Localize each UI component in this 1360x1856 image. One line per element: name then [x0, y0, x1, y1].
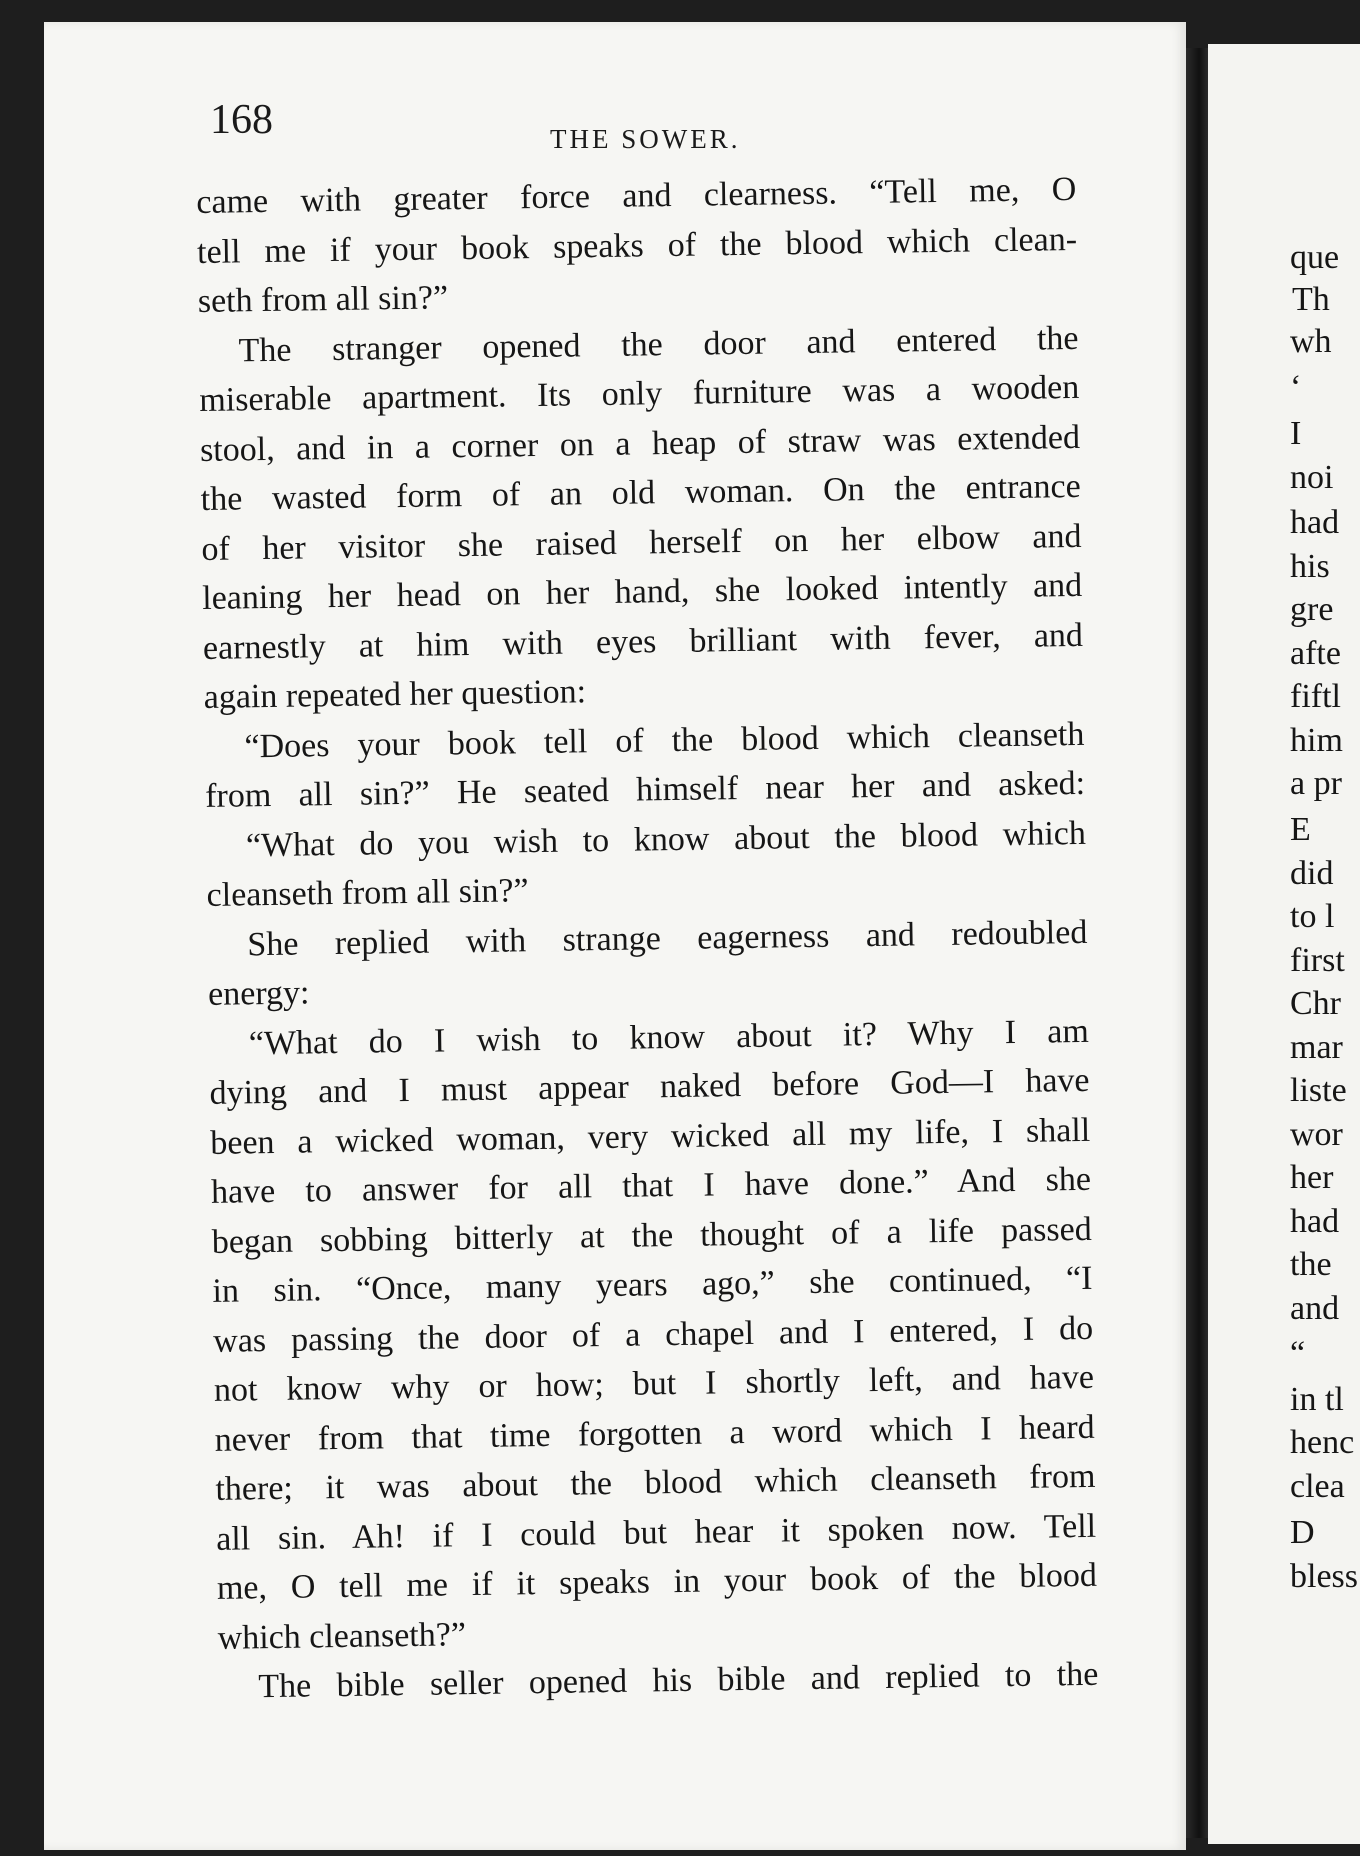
right-page-fragment: E	[1290, 811, 1311, 848]
text-line: the wasted form of an old woman. On the entrance	[200, 467, 1081, 518]
text-line: seth from all sin?”	[197, 279, 449, 320]
right-page-fragment: noi	[1290, 459, 1334, 496]
text-line: tell me if your book speaks of the blood which clean-	[196, 220, 1078, 271]
text-line: leaning her head on her hand, she looked intently and	[201, 566, 1083, 617]
text-line: from all sin?” He seated himself near her and asked:	[204, 764, 1086, 815]
right-page-fragment: him	[1290, 722, 1343, 759]
right-page-fragment: afte	[1290, 635, 1341, 672]
text-line: earnestly at him with eyes brilliant with fever, and	[202, 616, 1084, 667]
text-line: never from that time forgotten a word which I heard	[214, 1408, 1095, 1459]
right-page-fragment: his	[1290, 548, 1330, 585]
text-line: of her visitor she raised herself on her elbow and	[201, 517, 1082, 568]
right-page-fragment: first	[1290, 942, 1345, 979]
text-line: in sin. “Once, many years ago,” she continued, “I	[212, 1259, 1093, 1310]
right-page	[1208, 44, 1360, 1844]
text-line: miserable apartment. Its only furniture was a wooden	[199, 368, 1080, 419]
text-line: which cleanseth?”	[217, 1615, 467, 1657]
right-page-fragment: the	[1290, 1246, 1332, 1283]
text-line: “Does your book tell of the blood which cleanseth	[244, 715, 1085, 765]
text-line: have to answer for all that I have done.” And she	[210, 1160, 1092, 1211]
text-line: “What do you wish to know about the blood which	[245, 814, 1087, 864]
text-line: The bible seller opened his bible and replied to the	[258, 1655, 1099, 1706]
right-page-fragment: que	[1290, 239, 1340, 276]
right-page-fragment: in tl	[1290, 1381, 1344, 1418]
text-line: She replied with strange eagerness and redoubled	[247, 913, 1088, 963]
text-line: there; it was about the blood which cleanseth from	[215, 1457, 1096, 1508]
running-head: THE SOWER.	[550, 124, 741, 154]
text-line: cleanseth from all sin?”	[206, 872, 529, 914]
right-page-fragment: liste	[1290, 1072, 1347, 1109]
right-page-fragment: “	[1290, 1335, 1306, 1372]
right-page-fragment: had	[1290, 1203, 1340, 1240]
text-line: energy:	[207, 974, 310, 1013]
text-line: came with greater force and clearness. “Tell me, O	[196, 170, 1077, 221]
text-line: dying and I must appear naked before God—I have	[209, 1061, 1090, 1112]
right-page-fragment: henc	[1290, 1424, 1355, 1461]
right-page-fragment: Chr	[1290, 985, 1341, 1022]
right-page-fragment: a pr	[1290, 765, 1342, 802]
right-page-fragment: gre	[1290, 591, 1334, 628]
right-page-fragment: and	[1290, 1290, 1340, 1327]
text-line: was passing the door of a chapel and I entered, I do	[212, 1309, 1094, 1360]
right-page-fragment: her	[1290, 1159, 1334, 1196]
right-page-fragment: bless	[1290, 1558, 1358, 1595]
right-page-fragment: ‘	[1290, 369, 1302, 406]
right-page-fragment: mar	[1290, 1029, 1343, 1066]
text-line: been a wicked woman, very wicked all my life, I shall	[210, 1111, 1091, 1162]
right-page-fragment: Th	[1292, 281, 1330, 318]
text-line: all sin. Ah! if I could but hear it spoken now. Tell	[215, 1507, 1097, 1558]
right-page-fragment: clea	[1290, 1468, 1345, 1505]
text-line: again repeated her question:	[203, 673, 587, 716]
right-page-fragment: D	[1290, 1514, 1315, 1551]
book-gutter	[1186, 48, 1208, 1838]
text-line: The stranger opened the door and entered the	[238, 319, 1079, 369]
text-line: stool, and in a corner on a heap of straw was extended	[199, 418, 1081, 469]
text-line: me, O tell me if it speaks in your book of the blood	[216, 1556, 1098, 1607]
right-page-fragment: had	[1290, 504, 1340, 541]
right-page-fragment: fiftl	[1290, 678, 1341, 715]
right-page-fragment: I	[1290, 415, 1302, 452]
right-page-fragment: wh	[1290, 323, 1332, 360]
text-line: not know why or how; but I shortly left, and have	[213, 1358, 1095, 1409]
right-page-fragment: to l	[1290, 898, 1335, 935]
page-number: 168	[210, 97, 273, 143]
text-line: began sobbing bitterly at the thought of a life passed	[211, 1210, 1092, 1261]
text-line: “What do I wish to know about it? Why I am	[248, 1012, 1090, 1062]
body-text	[196, 165, 1099, 1712]
right-page-fragment: wor	[1290, 1116, 1343, 1153]
right-page-fragment: did	[1290, 855, 1334, 892]
